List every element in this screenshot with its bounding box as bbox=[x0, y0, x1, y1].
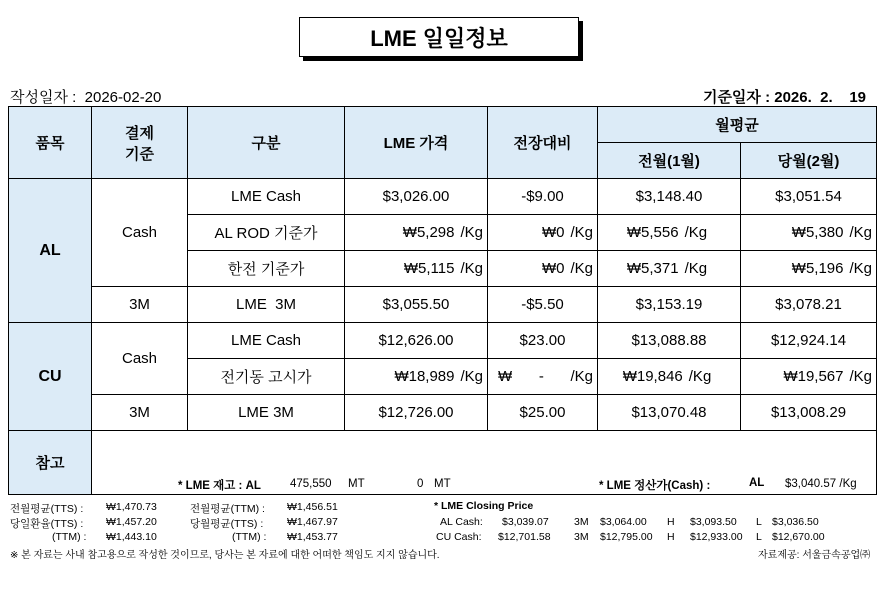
cu-3m-prev: $13,070.48 bbox=[598, 395, 741, 431]
closing-cu-3m-label: 3M bbox=[574, 531, 589, 543]
disclaimer: ※ 본 자료는 사내 참고용으로 작성한 것이므로, 당사는 본 자료에 대한 어떠한 책임도 지지 않습니다. bbox=[10, 550, 440, 561]
prev-avg-tts: ₩1,470.73 bbox=[106, 501, 157, 513]
cu-3m-settle: 3M bbox=[92, 395, 188, 431]
closing-cu-cash: $12,701.58 bbox=[498, 531, 551, 543]
al-change-unit: MT bbox=[434, 477, 451, 490]
prev-avg-ttm: ₩1,456.51 bbox=[287, 501, 338, 513]
closing-cu-3m: $12,795.00 bbox=[600, 531, 653, 543]
today-rate-tts: ₩1,457.20 bbox=[106, 516, 157, 528]
al-3m-label: LME 3M bbox=[188, 287, 345, 323]
cu-label: CU bbox=[9, 323, 92, 431]
header-monthly-avg: 월평균 bbox=[598, 107, 877, 143]
al-rod-cur: ₩5,380 /Kg bbox=[741, 215, 877, 251]
closing-price-title: * LME Closing Price bbox=[434, 500, 534, 512]
closing-cu-h-label: H bbox=[667, 531, 675, 543]
al-rod-label: AL ROD 기준가 bbox=[188, 215, 345, 251]
cu-notice-change: ₩ - /Kg bbox=[488, 359, 598, 395]
cu-3m-price: $12,726.00 bbox=[345, 395, 488, 431]
settle-label: * LME 정산가(Cash) : bbox=[599, 479, 711, 492]
closing-al-cash: $3,039.07 bbox=[502, 516, 549, 528]
prev-avg-tts-label: 전월평균(TTS) : bbox=[10, 503, 84, 515]
reference-content bbox=[92, 431, 877, 495]
closing-cu-l: $12,670.00 bbox=[772, 531, 825, 543]
cu-row-cash bbox=[9, 323, 877, 359]
written-date: 작성일자 : 2026-02-20 bbox=[10, 89, 162, 106]
settle-al: $3,040.57 /Kg bbox=[785, 477, 857, 490]
al-kepco-price: ₩5,115 /Kg bbox=[345, 251, 488, 287]
closing-cu-cash-label: CU Cash: bbox=[436, 531, 482, 543]
al-row-3m bbox=[9, 287, 877, 323]
al-lme-cash-price: $3,026.00 bbox=[345, 179, 488, 215]
today-rate-ttm-label: (TTM) : bbox=[52, 531, 87, 543]
al-lme-cash-label: LME Cash bbox=[188, 179, 345, 215]
cur-avg-ttm: ₩1,453.77 bbox=[287, 531, 338, 543]
header-item: 품목 bbox=[9, 107, 92, 179]
al-stock: 475,550 bbox=[290, 477, 332, 490]
header-category: 구분 bbox=[188, 107, 345, 179]
header-prev-month: 전월(1월) bbox=[598, 143, 741, 179]
al-stock-unit: MT bbox=[348, 477, 365, 490]
al-kepco-cur: ₩5,196 /Kg bbox=[741, 251, 877, 287]
cu-lme-cash-prev: $13,088.88 bbox=[598, 323, 741, 359]
cu-row-3m bbox=[9, 395, 877, 431]
closing-cu-h: $12,933.00 bbox=[690, 531, 743, 543]
today-rate-ttm: ₩1,443.10 bbox=[106, 531, 157, 543]
closing-al-l-label: L bbox=[756, 516, 762, 528]
cu-3m-change: $25.00 bbox=[488, 395, 598, 431]
stock-label: * LME 재고 : AL bbox=[178, 479, 261, 492]
al-label: AL bbox=[9, 179, 92, 323]
cu-notice-label: 전기동 고시가 bbox=[188, 359, 345, 395]
reference-label: 참고 bbox=[9, 431, 92, 495]
prev-avg-ttm-label: 전월평균(TTM) : bbox=[190, 503, 265, 515]
cur-avg-tts: ₩1,467.97 bbox=[287, 516, 338, 528]
al-rod-prev: ₩5,556 /Kg bbox=[598, 215, 741, 251]
cu-notice-cur: ₩19,567 /Kg bbox=[741, 359, 877, 395]
al-kepco-label: 한전 기준가 bbox=[188, 251, 345, 287]
al-3m-settle: 3M bbox=[92, 287, 188, 323]
cu-lme-cash-price: $12,626.00 bbox=[345, 323, 488, 359]
header-row bbox=[9, 107, 877, 143]
closing-cu-l-label: L bbox=[756, 531, 762, 543]
al-rod-change: ₩0 /Kg bbox=[488, 215, 598, 251]
header-change: 전장대비 bbox=[488, 107, 598, 179]
al-3m-price: $3,055.50 bbox=[345, 287, 488, 323]
cu-notice-price: ₩18,989 /Kg bbox=[345, 359, 488, 395]
al-3m-cur: $3,078.21 bbox=[741, 287, 877, 323]
al-lme-cash-prev: $3,148.40 bbox=[598, 179, 741, 215]
cu-lme-cash-cur: $12,924.14 bbox=[741, 323, 877, 359]
closing-al-l: $3,036.50 bbox=[772, 516, 819, 528]
closing-al-cash-label: AL Cash: bbox=[440, 516, 483, 528]
al-3m-change: -$5.50 bbox=[488, 287, 598, 323]
cu-lme-cash-change: $23.00 bbox=[488, 323, 598, 359]
cu-3m-label: LME 3M bbox=[188, 395, 345, 431]
al-lme-cash-cur: $3,051.54 bbox=[741, 179, 877, 215]
cu-notice-prev: ₩19,846 /Kg bbox=[598, 359, 741, 395]
settle-al-label: AL bbox=[749, 476, 765, 489]
cu-cash-label: Cash bbox=[92, 323, 188, 395]
al-rod-price: ₩5,298 /Kg bbox=[345, 215, 488, 251]
header-cur-month: 당월(2월) bbox=[741, 143, 877, 179]
header-settle: 결제 기준 bbox=[92, 107, 188, 179]
al-3m-prev: $3,153.19 bbox=[598, 287, 741, 323]
closing-al-3m-label: 3M bbox=[574, 516, 589, 528]
cur-avg-tts-label: 당월평균(TTS) : bbox=[190, 518, 264, 530]
al-kepco-prev: ₩5,371 /Kg bbox=[598, 251, 741, 287]
closing-al-3m: $3,064.00 bbox=[600, 516, 647, 528]
base-date: 기준일자 : 2026. 2. 19 bbox=[702, 89, 866, 106]
cu-lme-cash-label: LME Cash bbox=[188, 323, 345, 359]
data-provider: 자료제공: 서울금속공업㈜ bbox=[758, 550, 871, 561]
al-row-cash bbox=[9, 179, 877, 215]
lme-price-table bbox=[8, 106, 877, 495]
al-kepco-change: ₩0 /Kg bbox=[488, 251, 598, 287]
cur-avg-ttm-label: (TTM) : bbox=[232, 531, 267, 543]
reference-row bbox=[9, 431, 877, 495]
today-rate-tts-label: 당일환율(TTS) : bbox=[10, 518, 84, 530]
header-lme-price: LME 가격 bbox=[345, 107, 488, 179]
closing-al-h-label: H bbox=[667, 516, 675, 528]
page-title: LME 일일정보 bbox=[299, 17, 579, 57]
al-lme-cash-change: -$9.00 bbox=[488, 179, 598, 215]
closing-al-h: $3,093.50 bbox=[690, 516, 737, 528]
cu-3m-cur: $13,008.29 bbox=[741, 395, 877, 431]
al-cash-label: Cash bbox=[92, 179, 188, 287]
al-stock-change: 0 bbox=[417, 477, 424, 490]
